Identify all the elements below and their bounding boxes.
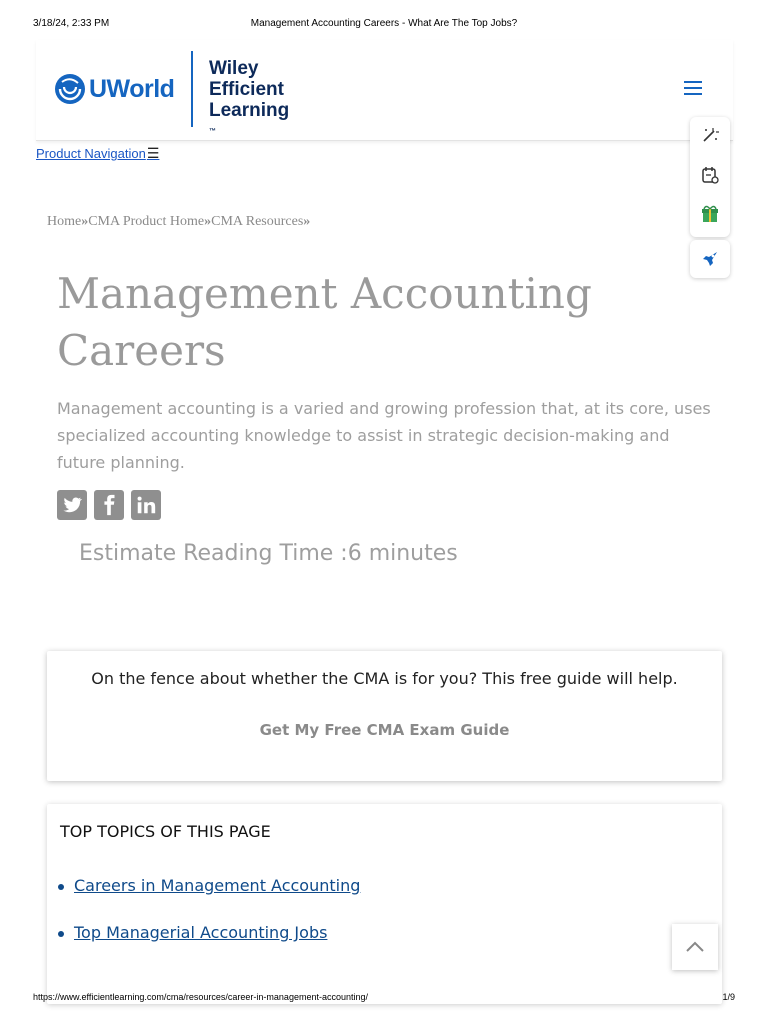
breadcrumb-cma-product-home[interactable]: CMA Product Home — [88, 214, 205, 229]
uworld-logo-text: UWorld — [89, 74, 175, 103]
back-to-top-button[interactable] — [672, 924, 718, 970]
print-url: https://www.efficientlearning.com/cma/resources/career-in-management-accounting/ — [33, 992, 368, 1002]
page-title: Management Accounting Careers — [57, 269, 592, 375]
share-buttons — [57, 490, 161, 520]
print-title: Management Accounting Careers - What Are The Top Jobs? — [250, 18, 518, 29]
print-footer — [0, 992, 768, 1006]
top-topics-title: TOP TOPICS OF THIS PAGE — [60, 822, 271, 841]
wiley-logo-line: Wiley — [209, 58, 259, 79]
wiley-logo-line: Learning ™ — [209, 100, 290, 135]
product-navigation-link[interactable] — [36, 145, 159, 162]
free-guide-button[interactable]: Get My Free CMA Exam Guide — [259, 721, 510, 739]
side-tools-panel — [690, 117, 730, 237]
site-header — [36, 40, 733, 141]
free-guide-text: On the fence about whether the CMA is for you? This free guide will help. — [91, 669, 678, 688]
menu-icon: ☰ — [146, 145, 160, 161]
gift-icon[interactable] — [700, 204, 720, 224]
reading-time: Estimate Reading Time :6 minutes — [79, 541, 458, 566]
facebook-icon[interactable] — [94, 490, 124, 520]
breadcrumb-home[interactable]: Home — [47, 214, 82, 229]
uworld-logo[interactable] — [54, 72, 174, 106]
breadcrumb-cma-resources[interactable]: CMA Resources — [211, 214, 304, 229]
twitter-icon[interactable] — [57, 490, 87, 520]
wiley-logo-line: Efficient — [209, 79, 284, 100]
chevron-up-icon — [685, 941, 705, 953]
print-date: 3/18/24, 2:33 PM — [33, 18, 110, 29]
print-header — [0, 18, 768, 32]
rocket-icon — [700, 249, 720, 269]
top-topics-card — [47, 804, 722, 1004]
topic-link-jobs[interactable]: Top Managerial Accounting Jobs — [74, 923, 328, 942]
breadcrumb-separator: » — [303, 214, 311, 229]
magic-wand-icon[interactable] — [700, 125, 720, 145]
linkedin-icon[interactable] — [131, 490, 161, 520]
uworld-globe-icon — [54, 73, 86, 105]
print-page-number: 1/9 — [722, 992, 735, 1002]
breadcrumb-separator: » — [81, 214, 89, 229]
hamburger-icon[interactable] — [684, 81, 702, 95]
calendar-edit-icon[interactable] — [700, 165, 720, 185]
article-subtitle: Management accounting is a varied and growing profession that, at its core, uses specialized accounting knowledge to assist in strategic decision-making and future planning. — [57, 399, 711, 472]
list-item — [55, 876, 360, 895]
breadcrumb-separator: » — [204, 214, 212, 229]
top-topics-list — [55, 876, 360, 970]
topic-link-careers[interactable]: Careers in Management Accounting — [74, 876, 361, 895]
logo-divider — [191, 51, 193, 127]
wiley-logo[interactable] — [209, 58, 289, 142]
breadcrumb — [47, 214, 310, 230]
list-item — [55, 923, 360, 942]
product-navigation-label: Product Navigation — [36, 146, 146, 161]
free-guide-card — [47, 651, 722, 781]
